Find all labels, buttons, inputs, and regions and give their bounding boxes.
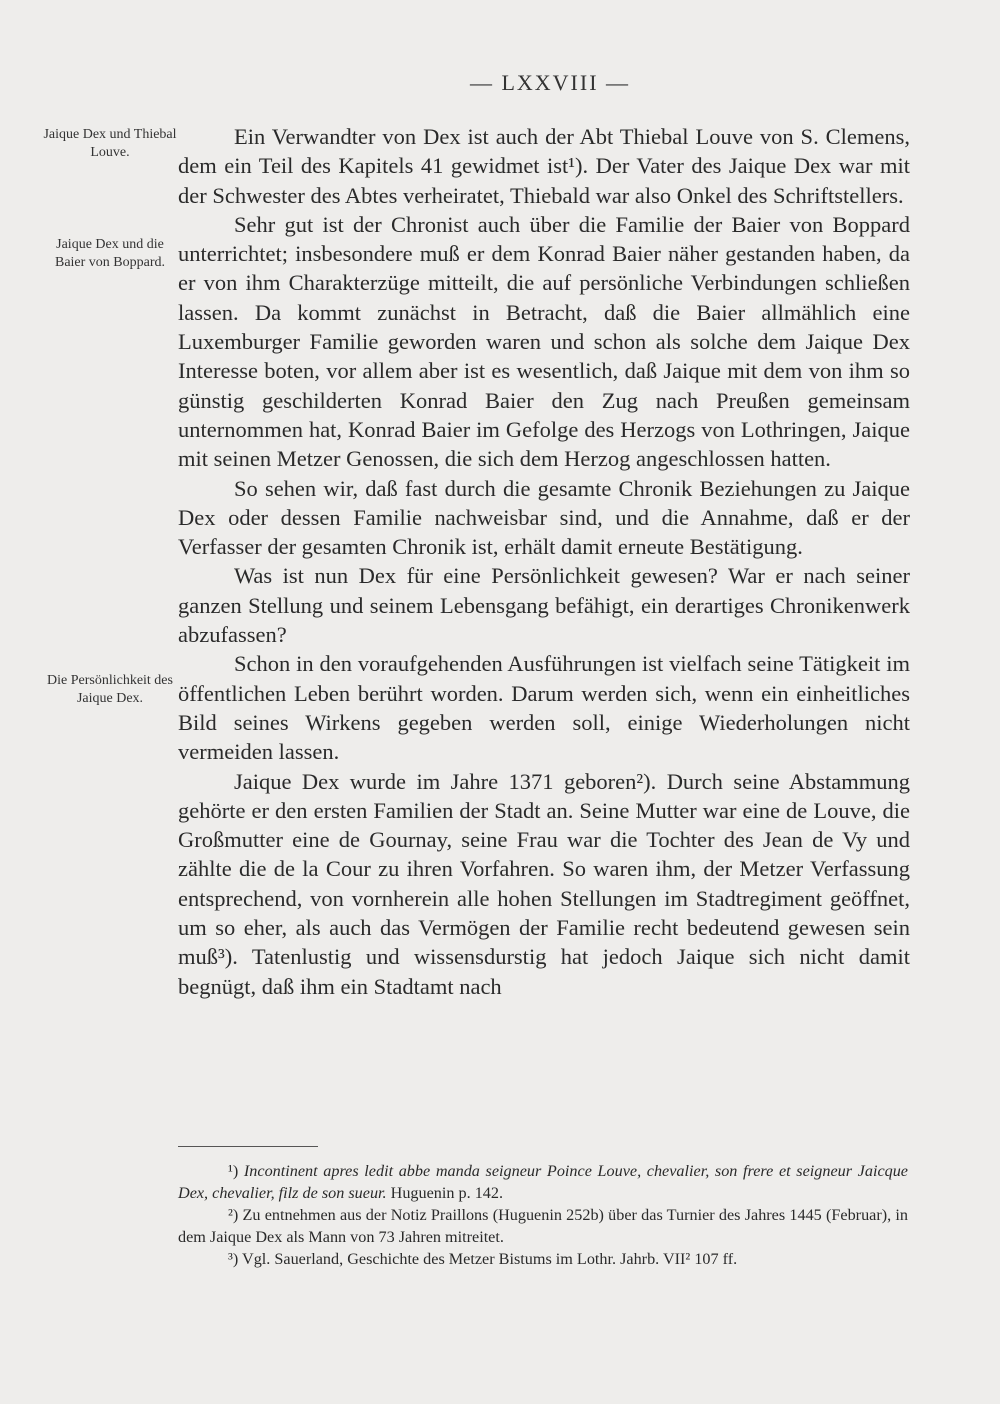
body-text — [178, 122, 910, 1001]
footnote-mark: ²) — [228, 1206, 239, 1224]
footnote-text: Zu entnehmen aus der Notiz Praillons (Huguenin 252b) über das Turnier des Jahres 1445 (Februar), in dem Jaique Dex als Mann von 73 Jahren mitreitet. — [178, 1206, 909, 1246]
paragraph: So sehen wir, daß fast durch die gesamte Chronik Beziehungen zu Jaique Dex oder dessen Familie nachweisbar sind, und die Annahme, daß er der Verfasser der gesamten Chronik ist, erhält damit erneute Bestätigung. — [178, 475, 910, 560]
footnote-mark: ¹) — [228, 1162, 239, 1180]
margin-note-3: Die Persönlichkeit des Jaique Dex. — [47, 673, 173, 706]
footnotes — [178, 1160, 908, 1270]
footnote-3 — [178, 1248, 908, 1270]
paragraph: Was ist nun Dex für eine Persönlichkeit gewesen? War er nach seiner ganzen Stellung und seinem Lebensgang befähigt, ein derartiges Chronikenwerk abzufassen? — [178, 563, 910, 648]
page-header: — LXXVIII — — [469, 70, 631, 95]
paragraph: Sehr gut ist der Chronist auch über die Familie der Baier von Boppard unterrichtet; insbesondere muß er dem Konrad Baier näher gestanden haben, da er von ihm Charakterzüge mitteilt, die auf persönliche Verbindungen schließen lassen. Da kommt zunächst in Betracht, daß die Baier allmählich eine Luxemburger Familie geworden waren und schon als solche dem Jaique Dex Interesse boten, vor allem aber ist es wesentlich, daß Jaique mit dem von ihm so günstig geschilderten Konrad Baier den Zug nach Preußen gemeinsam unternommen hat, Konrad Baier im Gefolge des Herzogs von Lothringen, Jaique mit seinen Metzer Genossen, die sich dem Herzog angeschlossen hatten. — [178, 211, 910, 472]
margin-note-1: Jaique Dex und Thiebal Louve. — [43, 127, 177, 160]
paragraph: Schon in den voraufgehenden Ausführungen ist vielfach seine Tätigkeit im öffentlichen Leben berührt worden. Darum werden sich, wenn ein einheitliches Bild seines Wirkens gegeben werden soll, einige Wiederholungen nicht vermeiden lassen. — [178, 651, 910, 765]
margin-note-2: Jaique Dex und die Baier von Boppard. — [54, 237, 166, 270]
footnote-1 — [178, 1160, 908, 1204]
footnote-text: Huguenin p. 142. — [390, 1184, 504, 1202]
footnote-text: Vgl. Sauerland, Geschichte des Metzer Bistums im Lothr. Jahrb. VII² 107 ff. — [242, 1250, 738, 1268]
footnote-mark: ³) — [228, 1250, 239, 1268]
footnote-quote: Incontinent apres ledit abbe manda seigneur Poince Louve, chevalier, son frere et seigneur Jaicque Dex, chevalier, filz de son sueur. — [178, 1162, 908, 1202]
footnote-divider — [178, 1146, 318, 1147]
footnote-2 — [178, 1204, 908, 1248]
paragraph: Jaique Dex wurde im Jahre 1371 geboren²). Durch seine Abstammung gehörte er den ersten Familien der Stadt an. Seine Mutter war eine de Louve, die Großmutter eine de Gournay, seine Frau war die Tochter des Jean de Vy und zählte die de la Cour zu ihren Vorfahren. So waren ihm, der Metzer Verfassung entsprechend, von vornherein alle hohen Stellungen im Stadtregiment geöffnet, um so eher, als auch das Vermögen der Familie recht bedeutend gewesen sein muß³). Tatenlustig und wissensdurstig hat jedoch Jaique sich nicht damit begnügt, daß ihm ein Stadtamt nach — [178, 768, 910, 999]
paragraph: Ein Verwandter von Dex ist auch der Abt Thiebal Louve von S. Clemens, dem ein Teil des Kapitels 41 gewidmet ist¹). Der Vater des Jaique Dex war mit der Schwester des Abtes verheiratet, Thiebald war also Onkel des Schriftstellers. — [178, 124, 910, 208]
